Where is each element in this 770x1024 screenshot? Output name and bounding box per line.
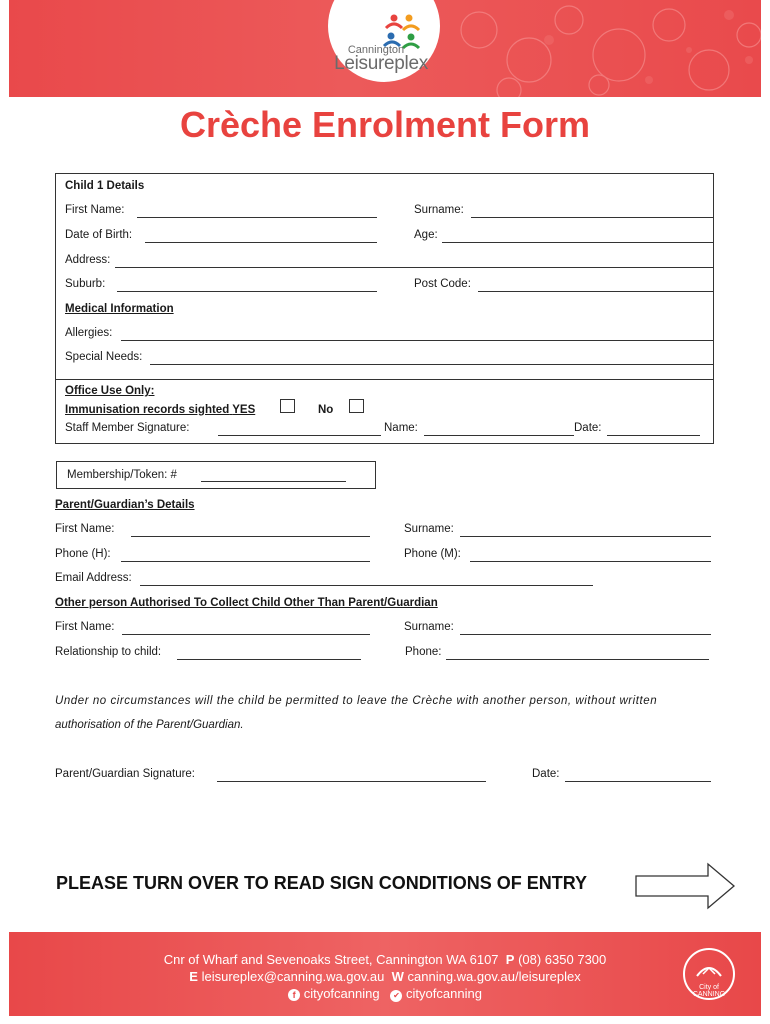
form-title: Crèche Enrolment Form	[179, 104, 591, 145]
parent-surname-label: Surname:	[404, 523, 454, 535]
parent-phone-m-label: Phone (M):	[404, 548, 461, 560]
other-phone-field[interactable]	[446, 659, 709, 660]
parent-heading: Parent/Guardian’s Details	[55, 499, 195, 511]
child-suburb-label: Suburb:	[65, 278, 106, 290]
parent-signature-field[interactable]	[217, 781, 486, 782]
medical-heading: Medical Information	[65, 303, 174, 315]
signature-date-field[interactable]	[565, 781, 711, 782]
child-dob-field[interactable]	[145, 242, 377, 243]
parent-signature-label: Parent/Guardian Signature:	[55, 768, 196, 780]
other-phone-label: Phone:	[405, 646, 442, 658]
allergies-label: Allergies:	[65, 327, 113, 339]
logo-brand-small: Cannington	[347, 44, 405, 56]
membership-field[interactable]	[201, 481, 346, 482]
arrow-right-icon	[634, 862, 738, 910]
child-first-name-label: First Name:	[65, 204, 125, 216]
parent-first-name-label: First Name:	[55, 523, 115, 535]
child-first-name-field[interactable]	[137, 217, 377, 218]
staff-signature-label: Staff Member Signature:	[65, 422, 190, 434]
allergies-field[interactable]	[121, 340, 713, 341]
child-surname-field[interactable]	[471, 217, 713, 218]
parent-phone-h-field[interactable]	[121, 561, 370, 562]
child-dob-label: Date of Birth:	[65, 229, 133, 241]
office-heading: Office Use Only:	[65, 385, 155, 397]
staff-date-field[interactable]	[607, 435, 700, 436]
footer-email-label: E	[189, 969, 198, 984]
child-surname-label: Surname:	[414, 204, 464, 216]
notice-line-2: authorisation of the Parent/Guardian.	[55, 719, 244, 731]
logo-brand-large: Leisureplex	[334, 53, 428, 74]
special-needs-field[interactable]	[150, 364, 713, 365]
child-heading: Child 1 Details	[65, 180, 145, 192]
staff-date-label: Date:	[574, 422, 602, 434]
twitter-icon: ✔	[390, 990, 402, 1002]
child-details-box	[55, 173, 714, 380]
footer-web[interactable]: canning.wa.gov.au/leisureplex	[407, 969, 581, 984]
footer-social-line	[9, 986, 761, 1002]
special-needs-label: Special Needs:	[65, 351, 143, 363]
city-of-canning-seal	[683, 948, 735, 1000]
membership-label: Membership/Token: #	[67, 469, 177, 481]
other-first-name-label: First Name:	[55, 621, 115, 633]
child-postcode-label: Post Code:	[414, 278, 471, 290]
footer-twitter[interactable]: cityofcanning	[406, 986, 482, 1001]
notice-line-1: Under no circumstances will the child be permitted to leave the Crèche with another person, without written	[55, 695, 658, 707]
child-postcode-field[interactable]	[478, 291, 713, 292]
footer-contact-line	[9, 969, 761, 984]
parent-phone-h-label: Phone (H):	[55, 548, 111, 560]
staff-name-label: Name:	[384, 422, 418, 434]
immunisation-label: Immunisation records sighted YES	[65, 404, 256, 416]
footer-facebook[interactable]: cityofcanning	[303, 986, 380, 1001]
staff-signature-field[interactable]	[218, 435, 381, 436]
other-person-heading: Other person Authorised To Collect Child Other Than Parent/Guardian	[55, 597, 438, 609]
child-age-field[interactable]	[442, 242, 713, 243]
footer-web-label: W	[391, 969, 404, 984]
parent-first-name-field[interactable]	[131, 536, 370, 537]
seal-text: City of CANNING	[692, 984, 726, 998]
turn-over-notice: PLEASE TURN OVER TO READ SIGN CONDITIONS OF ENTRY	[56, 873, 588, 893]
immunisation-yes-checkbox[interactable]	[280, 399, 295, 413]
facebook-icon: f	[288, 989, 300, 1001]
parent-surname-field[interactable]	[460, 536, 711, 537]
parent-email-field[interactable]	[140, 585, 593, 586]
footer-email[interactable]: leisureplex@canning.wa.gov.au	[201, 969, 385, 984]
footer-address: Cnr of Wharf and Sevenoaks Street, Cannington WA 6107	[163, 952, 499, 967]
staff-name-field[interactable]	[424, 435, 574, 436]
footer-phone-label: P	[505, 952, 515, 967]
immunisation-no-label: No	[318, 404, 334, 416]
parent-phone-m-field[interactable]	[470, 561, 711, 562]
footer-phone: (08) 6350 7300	[518, 952, 607, 967]
footer-banner	[9, 932, 761, 1016]
other-surname-field[interactable]	[460, 634, 711, 635]
signature-date-label: Date:	[532, 768, 560, 780]
child-age-label: Age:	[414, 229, 438, 241]
footer-address-line	[9, 952, 761, 967]
other-surname-label: Surname:	[404, 621, 454, 633]
child-suburb-field[interactable]	[117, 291, 377, 292]
parent-email-label: Email Address:	[55, 572, 132, 584]
other-first-name-field[interactable]	[122, 634, 370, 635]
child-address-label: Address:	[65, 254, 111, 266]
immunisation-no-checkbox[interactable]	[349, 399, 364, 413]
relationship-label: Relationship to child:	[55, 646, 162, 658]
child-address-field[interactable]	[115, 267, 713, 268]
relationship-field[interactable]	[177, 659, 361, 660]
